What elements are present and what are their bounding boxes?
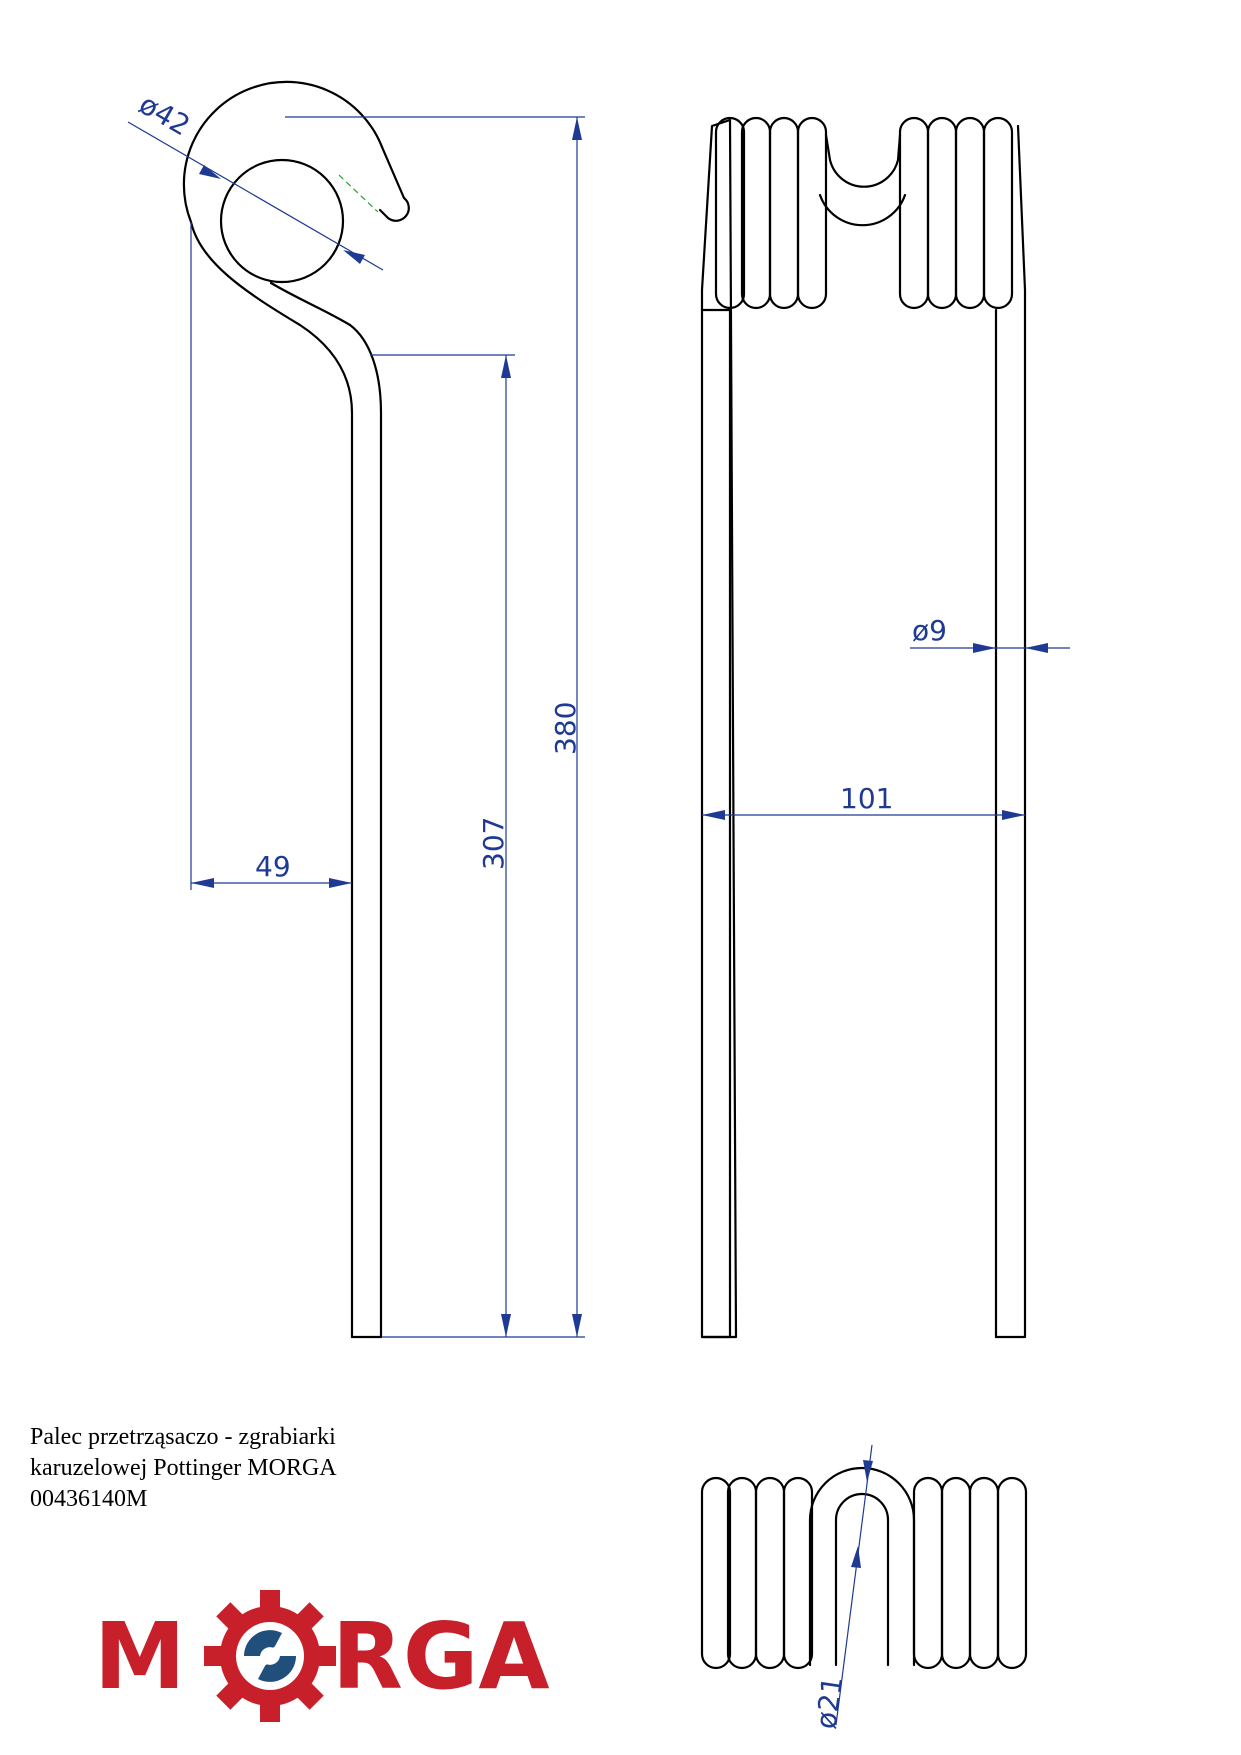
- product-caption: [30, 1422, 337, 1515]
- caption-line-2: karuzelowej Pottinger MORGA: [30, 1455, 337, 1481]
- side-coil-hook: [380, 147, 409, 221]
- front-left-leg-base: [702, 310, 730, 1337]
- dim-wire-diameter: ø9: [912, 614, 947, 647]
- dim-width: 101: [840, 782, 894, 815]
- top-u-loop-outer: [810, 1468, 914, 1665]
- side-coil-outer: [184, 82, 382, 1337]
- side-coil-inner: [221, 160, 343, 282]
- dim-offset: 49: [255, 850, 291, 883]
- front-left-coils: [716, 118, 826, 308]
- dim-total-length: 380: [549, 701, 582, 755]
- caption-line-3: 00436140M: [30, 1486, 148, 1512]
- caption-line-1: Palec przetrząsaczo - zgrabiarki: [30, 1424, 336, 1450]
- side-coil-centerline: [339, 175, 378, 212]
- top-view: [702, 1468, 1026, 1668]
- side-wire-inner: [271, 283, 381, 1337]
- front-top-loop: [826, 135, 900, 187]
- gear-icon: [204, 1590, 336, 1722]
- logo-text-left: M: [94, 1603, 186, 1710]
- top-right-coils: [914, 1478, 1026, 1668]
- front-view: [702, 118, 1025, 1337]
- dim-coil-diameter: ø42: [133, 87, 196, 143]
- logo-text-right: RGA: [332, 1603, 550, 1710]
- front-right-coils: [900, 118, 1012, 308]
- top-left-coils: [702, 1478, 812, 1668]
- morga-logo: [94, 1578, 584, 1728]
- side-view: [184, 82, 409, 1337]
- front-top-loop-outer: [820, 195, 905, 225]
- dim-tine-length: 307: [477, 816, 510, 870]
- dim-loop-diameter: ø21: [809, 1674, 850, 1731]
